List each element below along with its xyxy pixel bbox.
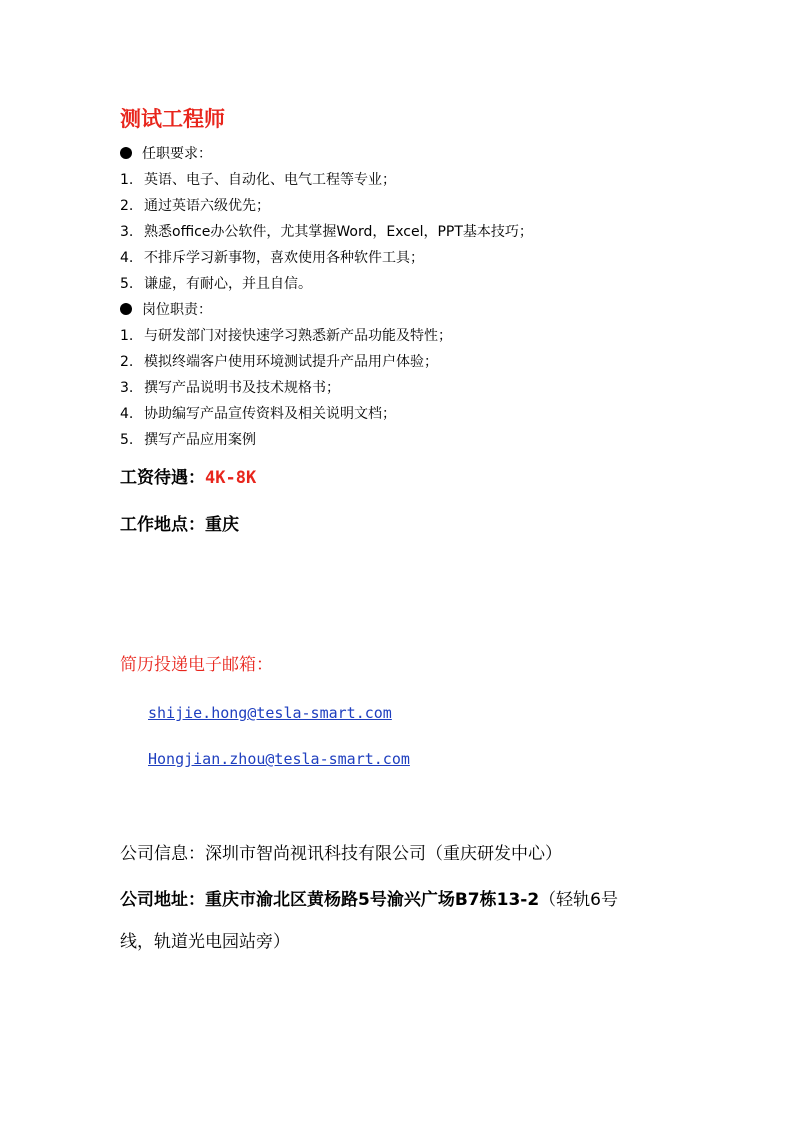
salary-value: 4K-8K [205,468,257,488]
requirements-heading-text: 任职要求： [142,146,212,162]
company-info [120,841,562,867]
item-text: 通过英语六级优先； [144,198,270,214]
location-label: 工作地点： [120,515,205,535]
item-text: 模拟终端客户使用环境测试提升产品用户体验； [144,354,438,370]
list-item [120,430,256,450]
bullet-icon [120,147,132,159]
company-address-rest: （轻轨6号 [539,890,618,910]
item-text: 谦虚，有耐心，并且自信。 [144,276,312,292]
item-text: 英语、电子、自动化、电气工程等专业； [144,172,396,188]
page-title: 测试工程师 [120,107,225,131]
requirements-heading [120,144,212,164]
item-number: 3. [120,380,134,396]
item-number: 2. [120,354,134,370]
item-text: 协助编写产品宣传资料及相关说明文档； [144,406,396,422]
salary-line [120,465,256,491]
list-item [120,378,340,398]
item-number: 2. [120,198,134,214]
item-text: 撰写产品应用案例 [144,432,256,448]
item-text: 撰写产品说明书及技术规格书； [144,380,340,396]
email-link[interactable]: shijie.hong@tesla-smart.com [148,704,392,722]
salary-label: 工资待遇： [120,468,205,488]
list-item [120,170,396,190]
list-item [120,196,270,216]
item-number: 5. [120,276,134,292]
list-item [120,326,452,346]
list-item [120,248,424,268]
list-item [120,274,312,294]
email-link[interactable]: Hongjian.zhou@tesla-smart.com [148,750,410,768]
item-number: 1. [120,172,134,188]
company-info-label: 公司信息： [120,844,205,864]
item-number: 4. [120,250,134,266]
item-text: 熟悉office办公软件，尤其掌握Word，Excel，PPT基本技巧； [144,224,533,240]
list-item [120,352,438,372]
item-number: 4. [120,406,134,422]
item-number: 3. [120,224,134,240]
email-heading: 简历投递电子邮箱： [120,655,273,675]
item-number: 5. [120,432,134,448]
list-item [120,404,396,424]
duties-heading-text: 岗位职责： [142,302,212,318]
item-number: 1. [120,328,134,344]
company-address [120,887,618,913]
location-line [120,512,239,538]
location-value: 重庆 [205,515,239,535]
item-text: 与研发部门对接快速学习熟悉新产品功能及特性； [144,328,452,344]
bullet-icon [120,303,132,315]
duties-heading [120,300,212,320]
company-address-label: 公司地址： [120,890,205,910]
company-address-main: 重庆市渝北区黄杨路5号渝兴广场B7栋13-2 [205,890,540,910]
item-text: 不排斥学习新事物，喜欢使用各种软件工具； [144,250,424,266]
company-info-value: 深圳市智尚视讯科技有限公司（重庆研发中心） [205,844,562,864]
list-item [120,222,533,242]
company-address-line2: 线，轨道光电园站旁） [120,932,290,952]
